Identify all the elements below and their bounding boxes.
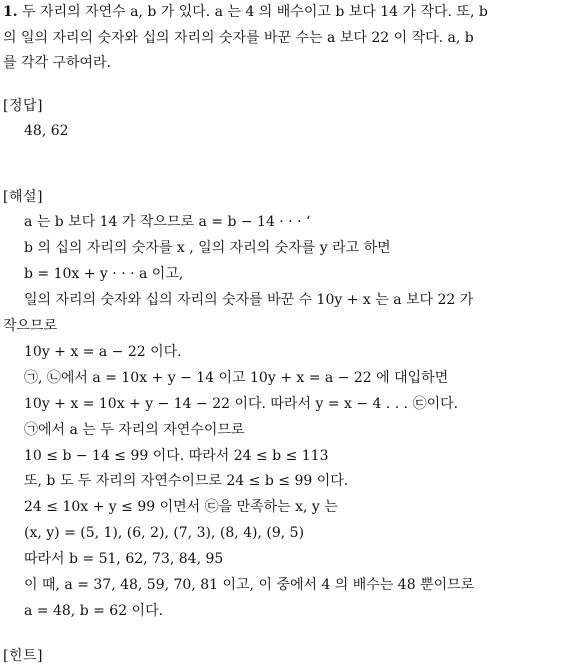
problem-statement-line-1 xyxy=(3,3,488,21)
explanation-line: a 는 b 보다 14 가 작으므로 a = b − 14 · · · ‘ xyxy=(24,214,311,230)
problem-text: 두 자리의 자연수 a, b 가 있다. a 는 4 의 배수이고 b 보다 14 가 작다. 또, b xyxy=(22,4,488,20)
problem-number: 1. xyxy=(3,4,18,20)
answer-value: 48, 62 xyxy=(24,123,69,139)
explanation-line: ㉠에서 a 는 두 자리의 자연수이므로 xyxy=(24,422,245,438)
explanation-line: b 의 십의 자리의 숫자를 x , 일의 자리의 숫자를 y 라고 하면 xyxy=(24,240,391,256)
explanation-line: ㉠, ㉡에서 a = 10x + y − 14 이고 10y + x = a − 22 에 대입하면 xyxy=(24,370,449,386)
explanation-line: 따라서 b = 51, 62, 73, 84, 95 xyxy=(24,551,224,567)
explanation-line: 10y + x = a − 22 이다. xyxy=(24,344,182,360)
answer-heading: [정답] xyxy=(3,98,43,114)
explanation-line: 24 ≤ 10x + y ≤ 99 이면서 ㉢을 만족하는 x, y 는 xyxy=(24,499,338,515)
explanation-line: a = 48, b = 62 이다. xyxy=(24,603,164,619)
explanation-line: 또, b 도 두 자리의 자연수이므로 24 ≤ b ≤ 99 이다. xyxy=(24,473,349,489)
problem-statement-line-3: 를 각각 구하여라. xyxy=(3,55,112,71)
explanation-line: (x, y) = (5, 1), (6, 2), (7, 3), (8, 4), (9, 5) xyxy=(24,525,305,541)
explanation-line: 10y + x = 10x + y − 14 − 22 이다. 따라서 y = x − 4 . . . ㉢이다. xyxy=(24,396,459,412)
explanation-line: b = 10x + y · · · a 이고, xyxy=(24,266,184,282)
problem-statement-line-2: 의 일의 자리의 숫자와 십의 자리의 숫자를 바꾼 수는 a 보다 22 이 작다. a, b xyxy=(3,30,474,46)
explanation-line: 작으므로 xyxy=(3,318,58,334)
explanation-line: 이 때, a = 37, 48, 59, 70, 81 이고, 이 중에서 4 의 배수는 48 뿐이므로 xyxy=(24,577,475,593)
explanation-heading: [해설] xyxy=(3,189,43,205)
explanation-line: 일의 자리의 숫자와 십의 자리의 숫자를 바꾼 수 10y + x 는 a 보다 22 가 xyxy=(24,292,474,308)
explanation-line: 10 ≤ b − 14 ≤ 99 이다. 따라서 24 ≤ b ≤ 113 xyxy=(24,448,329,464)
hint-heading: [힌트] xyxy=(3,648,43,664)
